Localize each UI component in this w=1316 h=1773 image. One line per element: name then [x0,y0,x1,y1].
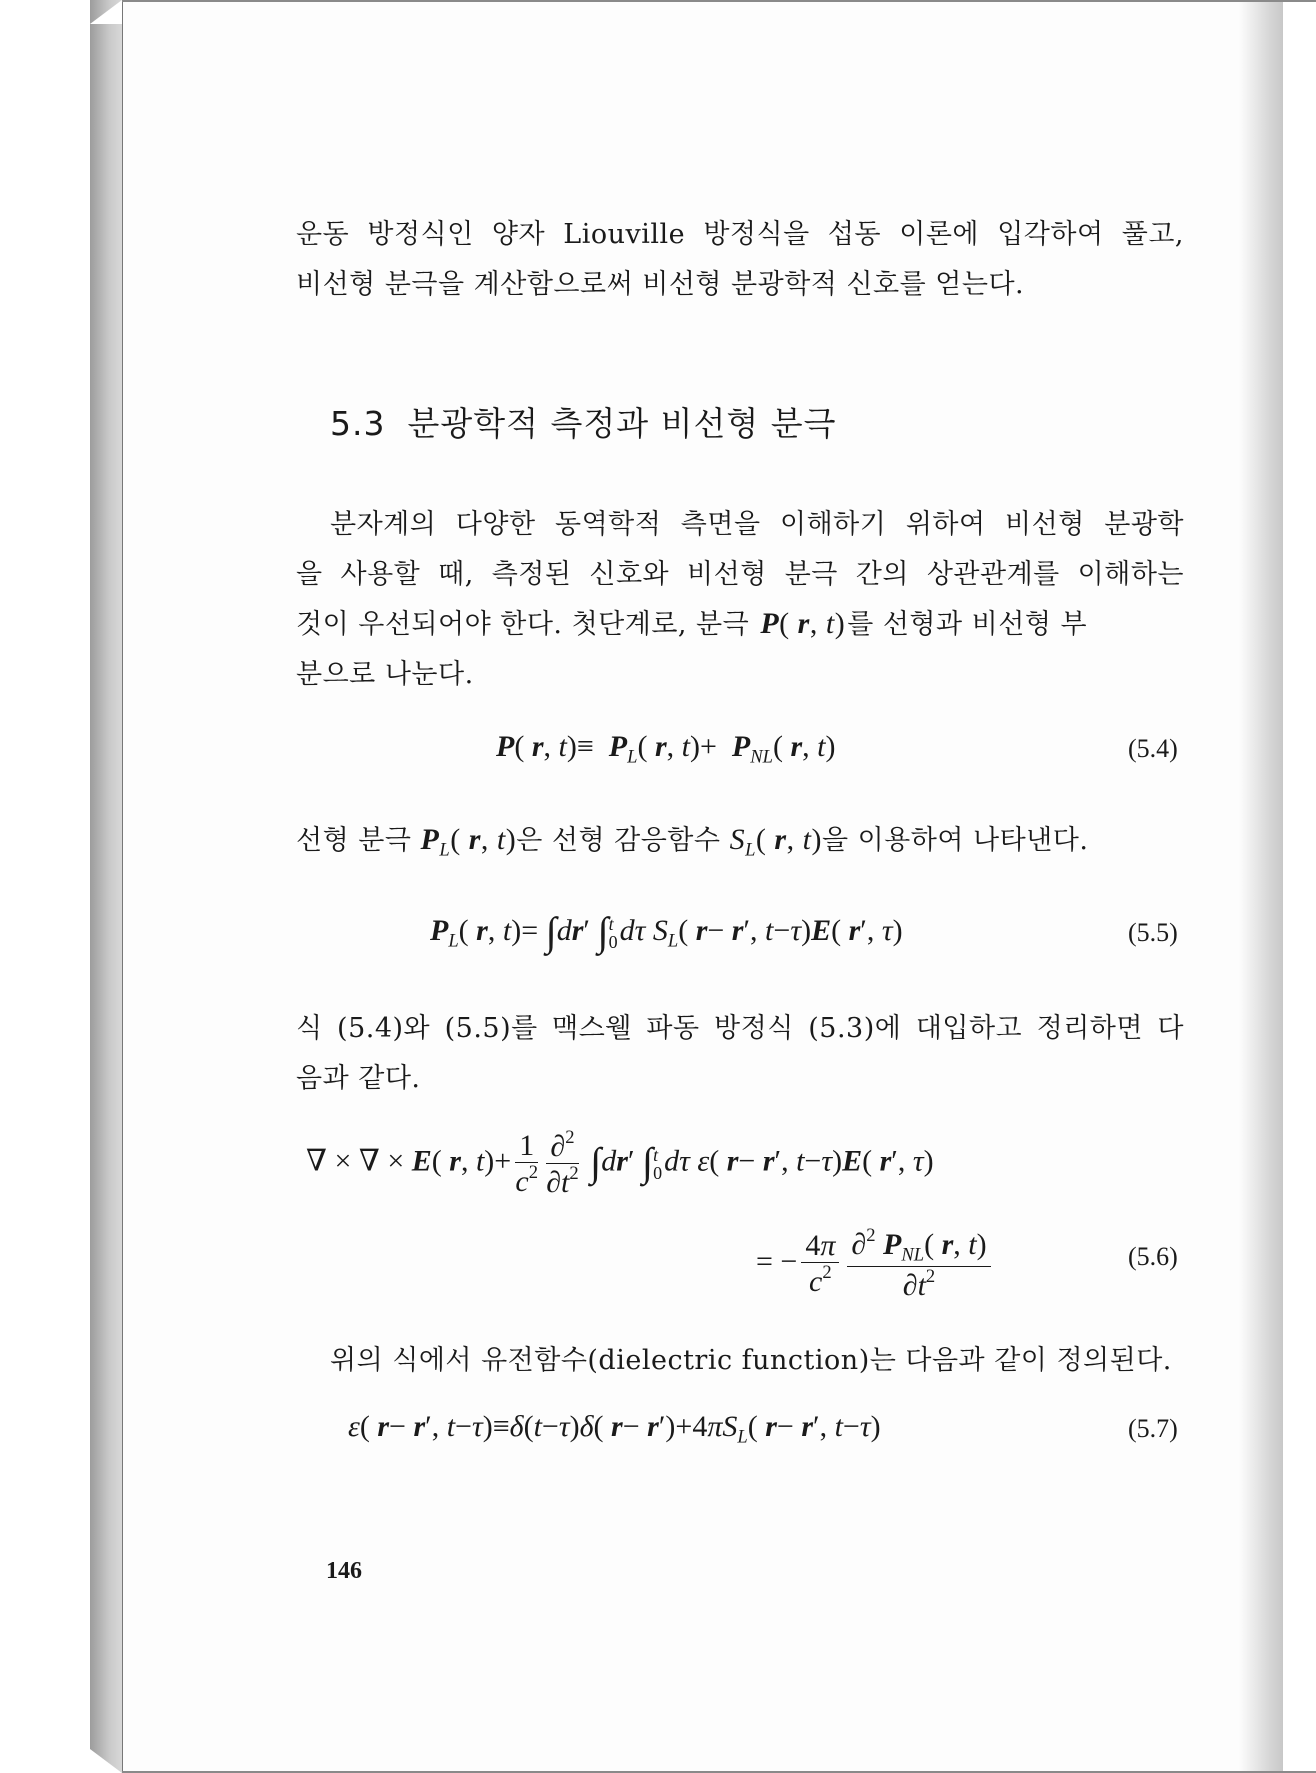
paragraph1-line2: 비선형 분극을 계산함으로써 비선형 분광학적 신호를 얻는다. [296,269,1025,300]
section-number: 5.3 [330,404,386,443]
equation-5-4: P( r, $t)\equiv P_L$( r, $t)+ P_{NL}$( r, t) [496,730,836,768]
paragraph2-line4: 분으로 나눈다. [296,659,474,690]
equation-5-5: $P_L$( r, t)= ∫dr′ ∫ t 0 dτ $S_L$( r− r′, t−τ)E( r′, τ) [430,909,903,954]
paragraph2-line3-end: 를 선형과 비선형 부 [847,609,1088,640]
equation-number-5-4: (5.4) [1128,734,1178,763]
section-title: 분광학적 측정과 비선형 분극 [407,404,837,443]
paragraph5: 위의 식에서 유전함수(dielectric function)는 다음과 같이 정의된다. [330,1345,1172,1376]
inline-math-SL: $S_L$( r, t) [729,823,822,861]
paragraph1-line1: 운동 방정식인 양자 Liouville 방정식을 섭동 이론에 입각하여 풀고, [296,219,1184,250]
section-heading [330,398,837,445]
inline-math-P: P( r, t) [760,607,846,640]
paragraph2-line3 [296,602,1184,641]
equation-number-5-5: (5.5) [1128,918,1178,947]
paragraph2-line1: 분자계의 다양한 동역학적 측면을 이해하기 위하여 비선형 분광학 [330,509,1184,540]
book-spine [90,0,122,1773]
equation-number-5-6: (5.6) [1128,1242,1178,1271]
paragraph2-line3-start: 것이 우선되어야 한다. 첫단계로, 분극 [296,609,750,640]
equation-5-7: ε( r− r′, t−τ)≡δ(t−τ)δ( $r- r')+4\pi S_L$( r− r′, t−τ) [348,1410,881,1448]
paragraph3-part3: 을 이용하여 나타낸다. [821,825,1089,856]
paragraph4-line2: 음과 같다. [296,1063,421,1094]
page-top-border [122,0,1316,2]
equation-5-6-line1: ∇ × ∇ × E( r, t)+ $\frac{1}{c^2}$ $\frac{\partial^2}{\partial t^2}$ ∫dr′ ∫ t 0 dτ ε( r− r′, t−τ)E( r′, τ) [306,1127,934,1200]
paragraph3 [296,818,1184,862]
paragraph4-line1: 식 (5.4)와 (5.5)를 맥스웰 파동 방정식 (5.3)에 대입하고 정리하면 다 [296,1013,1184,1044]
paragraph3-part1: 선형 분극 [296,825,412,856]
paragraph2-line2: 을 사용할 때, 측정된 신호와 비선형 분극 간의 상관관계를 이해하는 [296,559,1184,590]
inline-math-PL: $P_L$( r, t) [420,823,517,861]
equation-number-5-7: (5.7) [1128,1414,1178,1443]
paragraph3-part2: 은 선형 감응함수 [516,825,721,856]
page-number: 146 [326,1558,362,1584]
page-edge-shadow [1239,0,1283,1773]
equation-5-6-line2: = − $\frac{4\pi}{c^2}$ $\frac{\partial^2 P_{NL}( r, t)}{\partial t^2}$ [756,1226,995,1302]
